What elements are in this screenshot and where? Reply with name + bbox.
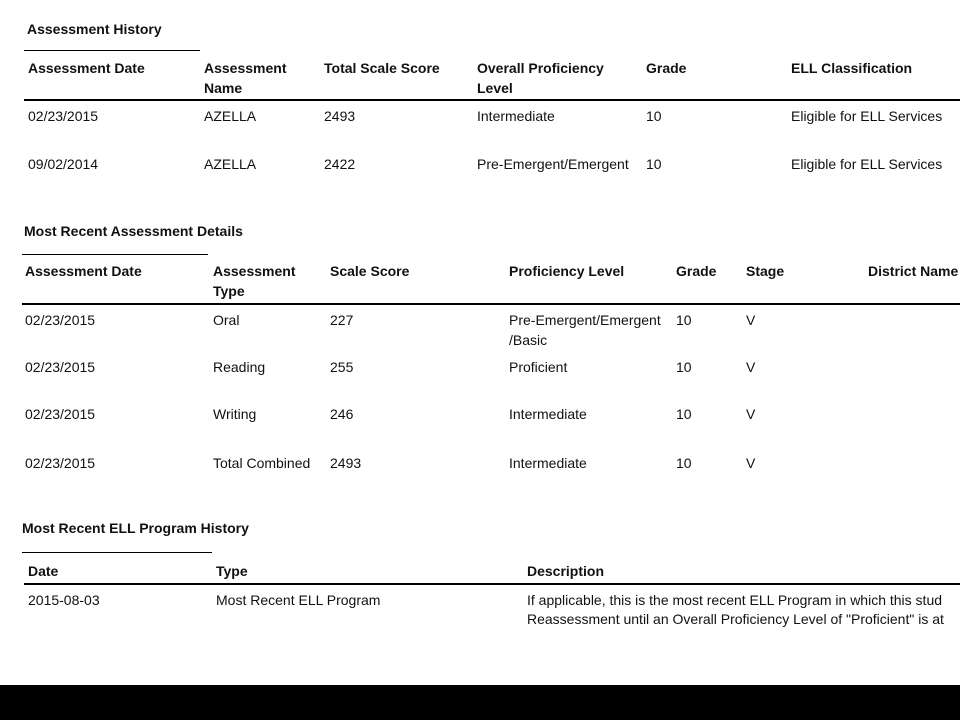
rd-header-stage: Stage bbox=[746, 263, 785, 279]
rd-cell-date: 02/23/2015 bbox=[25, 312, 96, 328]
rd-cell-date: 02/23/2015 bbox=[25, 406, 96, 422]
ah-header-date: Assessment Date bbox=[28, 60, 145, 76]
rd-cell-level-line2: /Basic bbox=[509, 332, 548, 348]
ah-cell-date: 09/02/2014 bbox=[28, 156, 99, 172]
rd-header-scale-score: Scale Score bbox=[330, 263, 410, 279]
rd-cell-type: Writing bbox=[213, 406, 257, 422]
rd-cell-grade: 10 bbox=[676, 455, 692, 471]
ah-header-level-line2: Level bbox=[477, 80, 513, 96]
rd-cell-date: 02/23/2015 bbox=[25, 455, 96, 471]
ph-cell-description-line2: Reassessment until an Overall Proficiency Level of "Proficient" is at bbox=[527, 611, 944, 627]
bottom-black-bar bbox=[0, 685, 960, 720]
rd-cell-date: 02/23/2015 bbox=[25, 359, 96, 375]
ah-cell-grade: 10 bbox=[646, 156, 662, 172]
recent-details-title-rule bbox=[22, 254, 208, 255]
rd-cell-type: Oral bbox=[213, 312, 240, 328]
rd-cell-level-line1: Pre-Emergent/Emergent bbox=[509, 312, 661, 328]
ph-cell-type: Most Recent ELL Program bbox=[216, 592, 381, 608]
ah-header-grade: Grade bbox=[646, 60, 687, 76]
ph-cell-date: 2015-08-03 bbox=[28, 592, 100, 608]
ah-header-rule bbox=[24, 99, 960, 101]
rd-cell-type: Total Combined bbox=[213, 455, 311, 471]
assessment-history-title: Assessment History bbox=[27, 21, 162, 37]
rd-cell-level-line1: Intermediate bbox=[509, 455, 587, 471]
ah-cell-name: AZELLA bbox=[204, 156, 257, 172]
ah-cell-name: AZELLA bbox=[204, 108, 257, 124]
rd-header-type-line1: Assessment bbox=[213, 263, 296, 279]
ah-cell-ell: Eligible for ELL Services bbox=[791, 108, 943, 124]
rd-header-district: District Name bbox=[868, 263, 959, 279]
program-history-title: Most Recent ELL Program History bbox=[22, 520, 249, 536]
ah-header-level-line1: Overall Proficiency bbox=[477, 60, 604, 76]
rd-cell-level-line1: Intermediate bbox=[509, 406, 587, 422]
rd-cell-grade: 10 bbox=[676, 406, 692, 422]
rd-cell-level-line1: Proficient bbox=[509, 359, 568, 375]
ah-cell-score: 2493 bbox=[324, 108, 356, 124]
ah-header-name-line2: Name bbox=[204, 80, 243, 96]
rd-cell-score: 227 bbox=[330, 312, 354, 328]
rd-header-type-line2: Type bbox=[213, 283, 245, 299]
ph-header-description: Description bbox=[527, 563, 605, 579]
ah-cell-date: 02/23/2015 bbox=[28, 108, 99, 124]
rd-header-date: Assessment Date bbox=[25, 263, 142, 279]
ah-header-total-scale-score: Total Scale Score bbox=[324, 60, 440, 76]
rd-cell-score: 255 bbox=[330, 359, 354, 375]
ph-cell-description-line1: If applicable, this is the most recent ELL Program in which this stud bbox=[527, 592, 943, 608]
ah-cell-level: Pre-Emergent/Emergent bbox=[477, 156, 629, 172]
rd-cell-stage: V bbox=[746, 359, 756, 375]
ah-cell-level: Intermediate bbox=[477, 108, 555, 124]
rd-header-grade: Grade bbox=[676, 263, 717, 279]
rd-header-level: Proficiency Level bbox=[509, 263, 625, 279]
ah-header-name-line1: Assessment bbox=[204, 60, 287, 76]
program-history-title-rule bbox=[22, 552, 212, 553]
rd-cell-score: 2493 bbox=[330, 455, 362, 471]
rd-cell-grade: 10 bbox=[676, 312, 692, 328]
rd-cell-stage: V bbox=[746, 455, 756, 471]
ah-header-ell-classification: ELL Classification bbox=[791, 60, 913, 76]
rd-cell-type: Reading bbox=[213, 359, 266, 375]
ph-header-rule bbox=[24, 583, 960, 585]
rd-cell-stage: V bbox=[746, 312, 756, 328]
rd-cell-grade: 10 bbox=[676, 359, 692, 375]
ah-cell-ell: Eligible for ELL Services bbox=[791, 156, 943, 172]
rd-cell-stage: V bbox=[746, 406, 756, 422]
rd-header-rule bbox=[22, 303, 960, 305]
rd-cell-score: 246 bbox=[330, 406, 354, 422]
ah-cell-grade: 10 bbox=[646, 108, 662, 124]
recent-details-title: Most Recent Assessment Details bbox=[24, 223, 243, 239]
ph-header-date: Date bbox=[28, 563, 59, 579]
ph-header-type: Type bbox=[216, 563, 248, 579]
ah-cell-score: 2422 bbox=[324, 156, 356, 172]
assessment-history-title-rule bbox=[24, 50, 200, 51]
